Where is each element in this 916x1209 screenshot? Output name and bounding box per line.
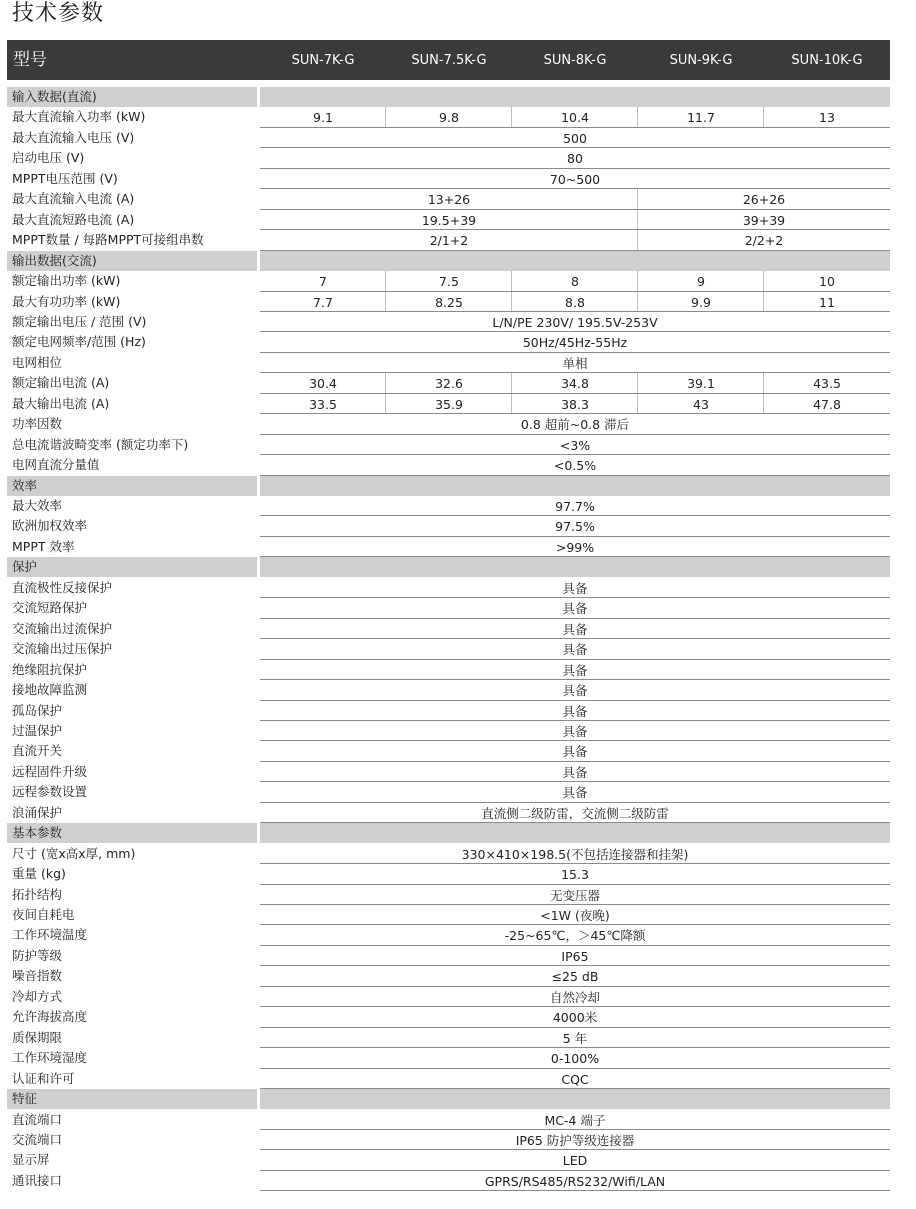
value-cell: <1W (夜晚)	[540, 908, 610, 923]
cell-divider	[637, 230, 638, 250]
value-cell: 自然冷却	[549, 989, 600, 1005]
cell-divider	[637, 394, 638, 414]
cell-divider	[637, 271, 638, 291]
cell-divider	[511, 394, 512, 414]
value-cell: 2/1+2	[429, 233, 469, 249]
row-label: 远程参数设置	[12, 784, 88, 800]
row-label: 额定电网频率/范围 (Hz)	[12, 334, 146, 350]
row-label: 额定输出功率 (kW)	[12, 273, 121, 289]
value-cell: 具备	[562, 662, 588, 678]
value-cell: 8.8	[565, 294, 585, 310]
row-label: 额定输出电流 (A)	[12, 375, 110, 391]
cell-divider	[637, 373, 638, 393]
row-label: 最大有功功率 (kW)	[12, 293, 121, 309]
row-label: 直流开关	[12, 743, 63, 759]
row-divider	[260, 1190, 890, 1191]
row-label: 最大效率	[12, 498, 63, 513]
row-label: 噪音指数	[12, 968, 63, 984]
value-cell: 7.7	[313, 294, 333, 310]
value-cell: 50Hz/45Hz-55Hz	[522, 335, 628, 351]
value-cell: IP65 防护等级连接器	[515, 1132, 635, 1148]
cell-divider	[763, 394, 764, 414]
value-cell: 97.7%	[555, 499, 595, 514]
value-cell: 13	[819, 110, 835, 126]
value-cell: 39.1	[687, 376, 715, 392]
row-label: 孤岛保护	[12, 702, 63, 718]
model-column-header: SUN-9K-G	[669, 53, 733, 68]
value-cell: 10.4	[561, 110, 589, 126]
value-cell: 0.8 超前~0.8 滞后	[520, 417, 630, 433]
section-label: 效率	[7, 476, 257, 496]
value-cell: 具备	[562, 642, 588, 658]
row-label: 功率因数	[12, 416, 63, 432]
value-cell: 26+26	[742, 192, 786, 208]
row-label: 最大直流短路电流 (A)	[12, 211, 135, 227]
row-label: 夜间自耗电	[12, 907, 75, 922]
cell-divider	[637, 107, 638, 127]
cell-divider	[511, 271, 512, 291]
value-cell: 30.4	[309, 376, 337, 392]
model-column-header: SUN-10K-G	[791, 53, 863, 68]
value-cell: IP65	[561, 948, 589, 964]
row-label: 最大直流输入电流 (A)	[12, 191, 135, 207]
value-cell: 500	[563, 130, 587, 146]
model-column-header: SUN-8K-G	[543, 53, 607, 68]
row-label: MPPT数量 / 每路MPPT可接组串数	[12, 232, 204, 248]
value-cell: 11.7	[687, 110, 715, 126]
row-label: MPPT电压范围 (V)	[12, 170, 118, 186]
model-column-header: SUN-7.5K-G	[411, 53, 487, 68]
value-cell: 0-100%	[550, 1051, 600, 1067]
value-cell: 39+39	[742, 212, 786, 228]
row-label: 最大直流输入电压 (V)	[12, 129, 135, 145]
value-cell: 10	[819, 274, 835, 290]
value-cell: 15.3	[561, 867, 589, 883]
value-cell: 70~500	[549, 171, 601, 187]
value-cell: 2/2+2	[744, 233, 784, 249]
section-bar	[260, 557, 890, 577]
cell-divider	[385, 394, 386, 414]
row-label: 防护等级	[12, 947, 63, 963]
section-bar	[260, 251, 890, 271]
value-cell: 直流侧二级防雷，交流侧二级防雷	[481, 805, 669, 821]
row-label: 欧洲加权效率	[12, 518, 88, 534]
value-cell: 8.25	[435, 294, 463, 310]
cell-divider	[763, 373, 764, 393]
row-label: 直流端口	[12, 1111, 63, 1127]
value-cell: 单相	[562, 355, 588, 371]
section-bar	[260, 823, 890, 843]
value-cell: LED	[562, 1153, 588, 1169]
value-cell: ≤25 dB	[551, 969, 599, 985]
value-cell: 8	[571, 274, 579, 290]
row-label: 尺寸 (宽x高x厚, mm)	[12, 845, 136, 861]
row-label: 通讯接口	[12, 1172, 63, 1188]
row-label: 电网直流分量值	[12, 457, 100, 473]
row-label: 总电流谐波畸变率 (额定功率下)	[12, 436, 189, 452]
value-cell: 330×410×198.5(不包括连接器和挂架)	[461, 846, 689, 862]
value-cell: 具备	[562, 764, 588, 780]
value-cell: 具备	[562, 785, 588, 801]
value-cell: 无变压器	[549, 887, 600, 903]
cell-divider	[763, 292, 764, 312]
value-cell: GPRS/RS485/RS232/Wifi/LAN	[484, 1173, 666, 1189]
section-label: 输入数据(直流)	[7, 87, 257, 107]
row-label: 交流输出过流保护	[12, 620, 113, 636]
row-label: 启动电压 (V)	[12, 150, 85, 166]
cell-divider	[511, 107, 512, 127]
row-label: 认证和许可	[12, 1070, 75, 1086]
value-cell: 11	[819, 294, 835, 310]
value-cell: 9.8	[439, 110, 459, 126]
value-cell: 32.6	[435, 376, 463, 392]
value-cell: 9.1	[313, 110, 333, 126]
cell-divider	[385, 107, 386, 127]
section-label: 特征	[7, 1089, 257, 1109]
value-cell: 43	[693, 396, 709, 412]
model-column-header: SUN-7K-G	[291, 53, 355, 68]
value-cell: 9	[697, 274, 705, 290]
value-cell: 具备	[562, 601, 588, 617]
section-bar	[260, 476, 890, 496]
value-cell: MC-4 端子	[544, 1112, 606, 1128]
cell-divider	[511, 292, 512, 312]
row-label: MPPT 效率	[12, 538, 75, 554]
cell-divider	[637, 292, 638, 312]
row-label: 额定输出电压 / 范围 (V)	[12, 313, 147, 329]
section-label: 基本参数	[7, 823, 257, 843]
value-cell: 7	[319, 274, 327, 290]
value-cell: 38.3	[561, 396, 589, 412]
value-cell: 13+26	[427, 192, 471, 208]
row-label: 最大直流输入功率 (kW)	[12, 109, 146, 125]
value-cell: <0.5%	[553, 458, 597, 474]
row-label: 远程固件升级	[12, 763, 88, 779]
cell-divider	[637, 189, 638, 209]
value-cell: CQC	[561, 1071, 589, 1087]
value-cell: >99%	[555, 539, 595, 555]
cell-divider	[511, 373, 512, 393]
row-label: 绝缘阻抗保护	[12, 661, 88, 677]
row-label: 电网相位	[12, 354, 63, 370]
value-cell: 34.8	[561, 376, 589, 392]
cell-divider	[763, 107, 764, 127]
row-label: 最大输出电流 (A)	[12, 395, 110, 411]
value-cell: 4000米	[552, 1010, 598, 1026]
page-title: 技术参数	[12, 1, 105, 26]
section-bar	[260, 1089, 890, 1109]
cell-divider	[385, 271, 386, 291]
row-label: 交流输出过压保护	[12, 641, 113, 657]
section-label: 输出数据(交流)	[7, 251, 257, 271]
row-label: 显示屏	[12, 1152, 50, 1168]
value-cell: 具备	[562, 744, 588, 760]
value-cell: 97.5%	[555, 519, 595, 535]
row-label: 工作环境温度	[12, 927, 88, 943]
section-bar	[260, 87, 890, 107]
value-cell: 7.5	[439, 274, 459, 290]
value-cell: 具备	[562, 703, 588, 719]
value-cell: 43.5	[813, 376, 841, 392]
row-label: 交流端口	[12, 1131, 63, 1147]
row-label: 过温保护	[12, 722, 63, 738]
row-label: 拓扑结构	[12, 886, 63, 902]
value-cell: 具备	[562, 621, 588, 637]
value-cell: 19.5+39	[421, 212, 477, 228]
value-cell: -25~65℃，＞45℃降额	[504, 928, 646, 944]
row-label: 质保期限	[12, 1029, 63, 1045]
value-cell: 33.5	[309, 396, 337, 412]
value-cell: 具备	[562, 580, 588, 596]
value-cell: 具备	[562, 723, 588, 739]
row-label: 冷却方式	[12, 988, 63, 1004]
row-label: 允许海拔高度	[12, 1009, 88, 1025]
row-label: 工作环境湿度	[12, 1050, 88, 1066]
cell-divider	[637, 210, 638, 230]
row-label: 浪涌保护	[12, 804, 63, 820]
row-label: 直流极性反接保护	[12, 579, 113, 595]
value-cell: 47.8	[813, 396, 841, 412]
section-label: 保护	[7, 557, 257, 577]
value-cell: L/N/PE 230V/ 195.5V-253V	[492, 314, 658, 330]
cell-divider	[385, 373, 386, 393]
row-label: 重量 (kg)	[12, 866, 66, 882]
value-cell: <3%	[559, 437, 591, 453]
cell-divider	[385, 292, 386, 312]
row-label: 接地故障监测	[12, 682, 88, 698]
value-cell: 具备	[562, 683, 588, 699]
model-header-label: 型号	[13, 50, 47, 70]
value-cell: 80	[567, 151, 583, 167]
value-cell: 35.9	[435, 396, 463, 412]
value-cell: 9.9	[691, 294, 711, 310]
row-label: 交流短路保护	[12, 600, 88, 616]
value-cell: 5 年	[562, 1030, 588, 1046]
cell-divider	[763, 271, 764, 291]
